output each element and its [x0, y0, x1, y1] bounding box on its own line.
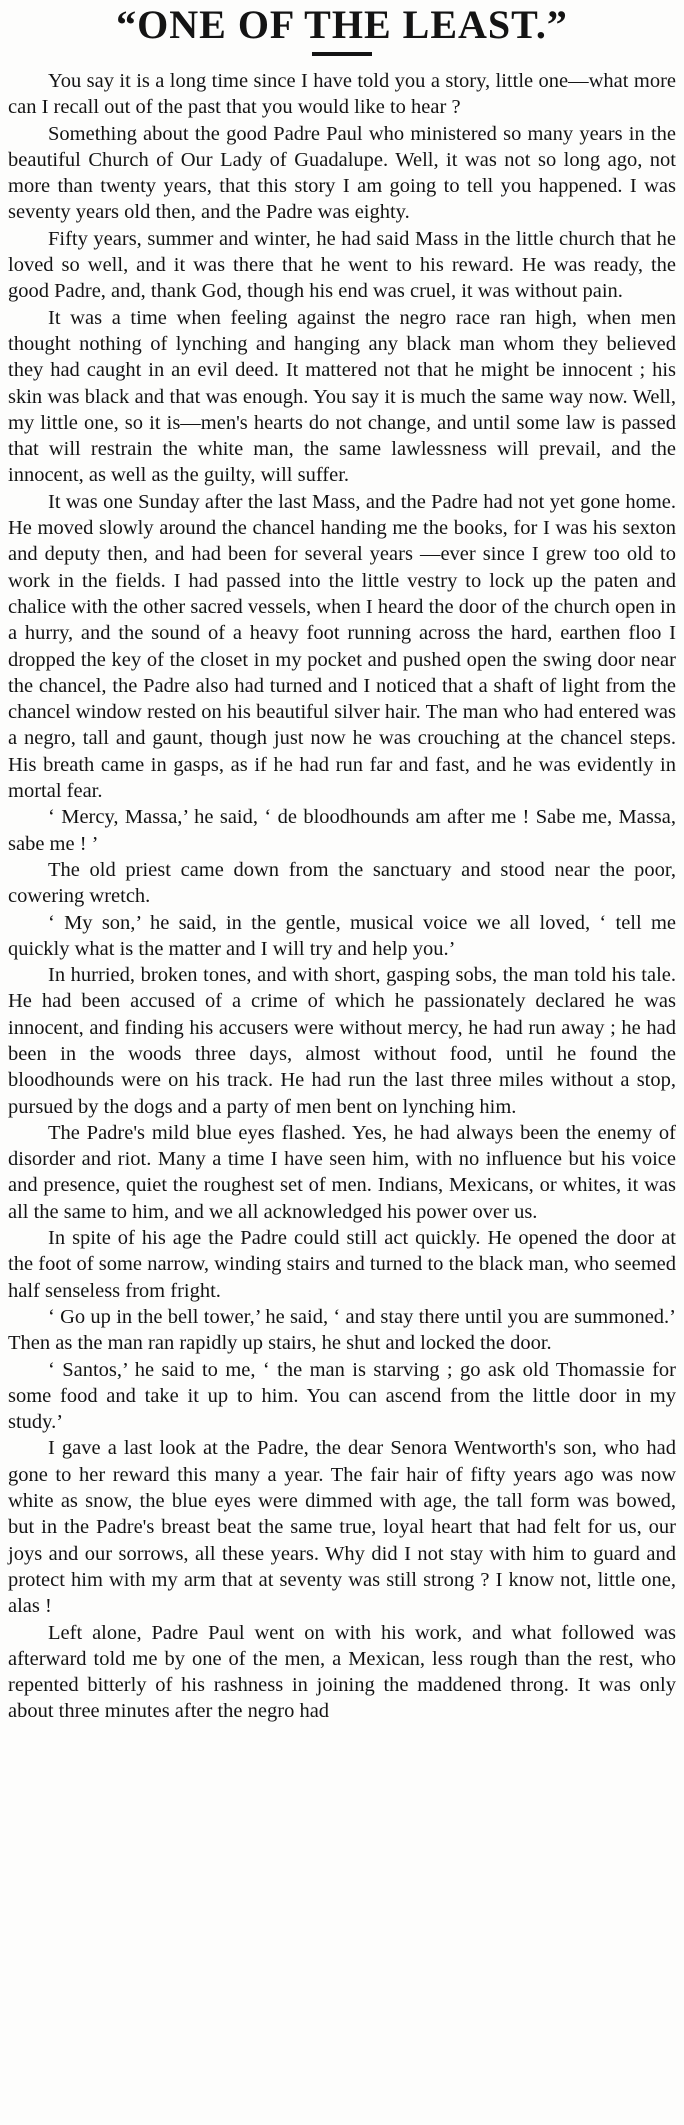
- paragraph: ‘ My son,’ he said, in the gentle, musical voice we all loved, ‘ tell me quickly what is the matter and I will try and help you.’: [8, 911, 676, 960]
- title-rule: [312, 52, 372, 56]
- paragraph: It was one Sunday after the last Mass, and the Padre had not yet gone home. He moved slowly around the chancel handing me the books, for I was his sexton and deputy then, and had been for several years —ever since I grew too old to work in the fields. I had passed into the little vestry to lock up the paten and chalice with the other sacred vessels, when I heard the door of the church open in a hurry, and the sound of a heavy foot running across the hard, earthen floo I dropped the key of the closet in my pocket and pushed open the swing door near the chancel, the Padre also had turned and I noticed that a shaft of light from the chancel window rested on his beautiful silver hair. The man who had entered was a negro, tall and gaunt, though just now he was crouching at the chancel steps. His breath came in gasps, as if he had run far and fast, and he was evidently in mortal fear.: [8, 490, 676, 803]
- paragraph: It was a time when feeling against the negro race ran high, when men thought nothing of lynching and hanging any black man whom they believed they had caught in an evil deed. It mattered not that he might be innocent ; his skin was black and that was enough. You say it is much the same way now. Well, my little one, so it is—men's hearts do not change, and until some law is passed that will restrain the white man, the same lawlessness will prevail, and the innocent, as well as the guilty, will suffer.: [8, 306, 676, 487]
- paragraph: I gave a last look at the Padre, the dear Senora Wentworth's son, who had gone to her reward this many a year. The fair hair of fifty years ago was now white as snow, the blue eyes were dimmed with age, the tall form was bowed, but in the Padre's breast beat the same true, loyal heart that had felt for us, our joys and our sorrows, all these years. Why did I not stay with him to guard and protect him with my arm that at seventy was still strong ? I know not, little one, alas !: [8, 1437, 676, 1618]
- paragraph: In hurried, broken tones, and with short, gasping sobs, the man told his tale. He had been accused of a crime of which he passionately declared he was innocent, and finding his accusers were without mercy, he had run away ; he had been in the woods three days, almost without food, until he found the bloodhounds were on his track. He had run the last three miles without a stop, pursued by the dogs and a party of men bent on lynching him.: [8, 964, 676, 1118]
- paragraph: The Padre's mild blue eyes flashed. Yes, he had always been the enemy of disorder and riot. Many a time I have seen him, with no influence but his voice and presence, quiet the roughest set of men. Indians, Mexicans, or whites, it was all the same to him, and we all acknowledged his power over us.: [8, 1121, 676, 1223]
- paragraph: ‘ Santos,’ he said to me, ‘ the man is starving ; go ask old Thomassie for some food and take it up to him. You can ascend from the little door in my study.’: [8, 1358, 676, 1434]
- article-body: [8, 68, 676, 1725]
- paragraph: Left alone, Padre Paul went on with his work, and what followed was afterward told me by one of the men, a Mexican, less rough than the rest, who repented bitterly of his rashness in joining the maddened throng. It was only about three minutes after the negro had: [8, 1621, 676, 1723]
- paragraph: Fifty years, summer and winter, he had said Mass in the little church that he loved so well, and it was there that he went to his reward. He was ready, the good Padre, and, thank God, though his end was cruel, it was without pain.: [8, 227, 676, 303]
- paragraph: Something about the good Padre Paul who ministered so many years in the beautiful Church of Our Lady of Guadalupe. Well, it was not so long ago, not more than twenty years, that this story I am going to tell you happened. I was seventy years old then, and the Padre was eighty.: [8, 122, 676, 224]
- article-title: “ONE OF THE LEAST.”: [116, 2, 568, 47]
- paragraph: ‘ Go up in the bell tower,’ he said, ‘ and stay there until you are summoned.’ Then as the man ran rapidly up stairs, he shut and locked the door.: [8, 1305, 676, 1355]
- paragraph: The old priest came down from the sanctuary and stood near the poor, cowering wretch.: [8, 858, 676, 908]
- paragraph: ‘ Mercy, Massa,’ he said, ‘ de bloodhounds am after me ! Sabe me, Massa, sabe me ! ’: [8, 806, 676, 855]
- paragraph: You say it is a long time since I have told you a story, little one—what more can I recall out of the past that you would like to hear ?: [8, 70, 676, 119]
- paragraph: In spite of his age the Padre could still act quickly. He opened the door at the foot of some narrow, winding stairs and turned to the black man, who seemed half senseless from fright.: [8, 1227, 676, 1302]
